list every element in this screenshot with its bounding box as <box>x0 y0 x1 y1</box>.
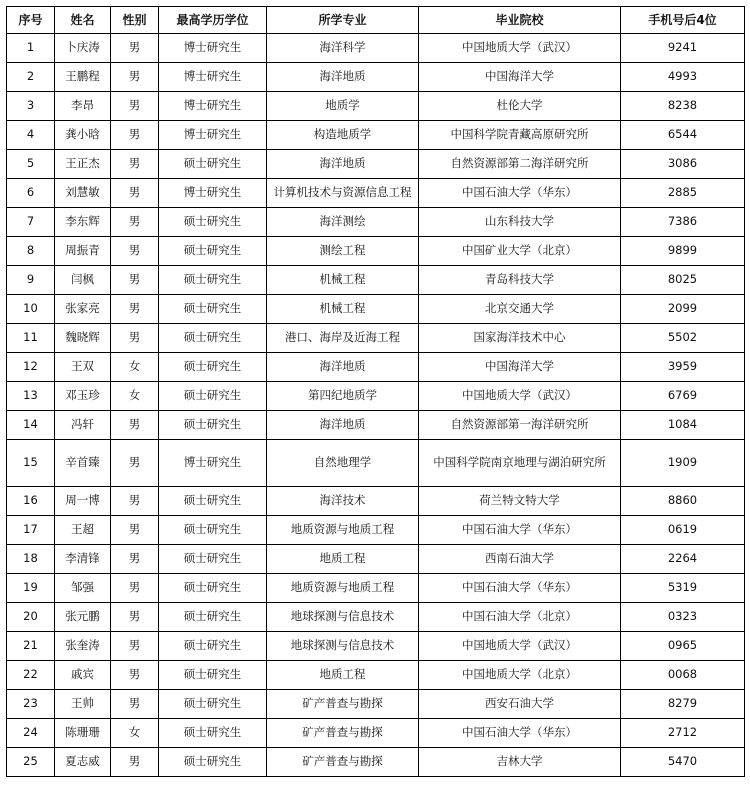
cell-degree: 硕士研究生 <box>159 603 267 632</box>
cell-no: 12 <box>7 353 55 382</box>
cell-school: 中国海洋大学 <box>419 353 621 382</box>
table-row <box>7 516 745 545</box>
cell-name: 夏志威 <box>55 748 111 777</box>
table-row <box>7 440 745 487</box>
cell-gender: 男 <box>111 121 159 150</box>
table-row <box>7 382 745 411</box>
cell-phone: 2264 <box>621 545 745 574</box>
cell-gender: 男 <box>111 295 159 324</box>
cell-school: 吉林大学 <box>419 748 621 777</box>
cell-phone: 9899 <box>621 237 745 266</box>
cell-major: 海洋测绘 <box>267 208 419 237</box>
cell-phone: 2712 <box>621 719 745 748</box>
cell-no: 16 <box>7 487 55 516</box>
cell-degree: 硕士研究生 <box>159 353 267 382</box>
cell-phone: 3959 <box>621 353 745 382</box>
cell-school: 青岛科技大学 <box>419 266 621 295</box>
cell-name: 张元鹏 <box>55 603 111 632</box>
cell-school: 中国科学院青藏高原研究所 <box>419 121 621 150</box>
cell-name: 李昂 <box>55 92 111 121</box>
cell-gender: 男 <box>111 34 159 63</box>
cell-gender: 男 <box>111 545 159 574</box>
cell-no: 6 <box>7 179 55 208</box>
cell-major: 海洋技术 <box>267 487 419 516</box>
table-row <box>7 34 745 63</box>
cell-degree: 硕士研究生 <box>159 748 267 777</box>
cell-phone: 8279 <box>621 690 745 719</box>
cell-phone: 6544 <box>621 121 745 150</box>
cell-phone: 0323 <box>621 603 745 632</box>
cell-degree: 硕士研究生 <box>159 208 267 237</box>
cell-name: 邹强 <box>55 574 111 603</box>
cell-major: 测绘工程 <box>267 237 419 266</box>
table-row <box>7 353 745 382</box>
cell-gender: 男 <box>111 632 159 661</box>
cell-major: 机械工程 <box>267 266 419 295</box>
cell-school: 中国矿业大学（北京） <box>419 237 621 266</box>
table-row <box>7 179 745 208</box>
cell-name: 卜庆涛 <box>55 34 111 63</box>
cell-no: 25 <box>7 748 55 777</box>
cell-gender: 男 <box>111 411 159 440</box>
cell-school: 西南石油大学 <box>419 545 621 574</box>
cell-name: 李东辉 <box>55 208 111 237</box>
cell-no: 7 <box>7 208 55 237</box>
cell-school: 中国海洋大学 <box>419 63 621 92</box>
cell-school: 中国科学院南京地理与湖泊研究所 <box>419 440 621 487</box>
cell-phone: 9241 <box>621 34 745 63</box>
cell-school: 中国石油大学（华东） <box>419 719 621 748</box>
cell-name: 邓玉珍 <box>55 382 111 411</box>
cell-degree: 硕士研究生 <box>159 661 267 690</box>
cell-phone: 8025 <box>621 266 745 295</box>
cell-major: 机械工程 <box>267 295 419 324</box>
cell-no: 5 <box>7 150 55 179</box>
cell-no: 23 <box>7 690 55 719</box>
cell-phone: 2099 <box>621 295 745 324</box>
cell-name: 闫枫 <box>55 266 111 295</box>
cell-degree: 博士研究生 <box>159 121 267 150</box>
table-row <box>7 661 745 690</box>
cell-no: 22 <box>7 661 55 690</box>
header-no: 序号 <box>7 7 55 34</box>
cell-school: 自然资源部第二海洋研究所 <box>419 150 621 179</box>
cell-gender: 男 <box>111 208 159 237</box>
cell-major: 矿产普查与勘探 <box>267 748 419 777</box>
table-row <box>7 632 745 661</box>
cell-name: 龚小晗 <box>55 121 111 150</box>
cell-school: 中国地质大学（北京） <box>419 661 621 690</box>
table-row <box>7 603 745 632</box>
cell-degree: 硕士研究生 <box>159 237 267 266</box>
table-body <box>7 34 745 777</box>
cell-school: 杜伦大学 <box>419 92 621 121</box>
cell-no: 21 <box>7 632 55 661</box>
cell-degree: 博士研究生 <box>159 179 267 208</box>
cell-no: 1 <box>7 34 55 63</box>
header-row <box>7 7 745 34</box>
cell-name: 张家亮 <box>55 295 111 324</box>
cell-degree: 博士研究生 <box>159 34 267 63</box>
cell-gender: 男 <box>111 748 159 777</box>
cell-name: 冯轩 <box>55 411 111 440</box>
cell-phone: 0068 <box>621 661 745 690</box>
cell-degree: 硕士研究生 <box>159 690 267 719</box>
cell-degree: 硕士研究生 <box>159 487 267 516</box>
cell-major: 自然地理学 <box>267 440 419 487</box>
cell-phone: 8860 <box>621 487 745 516</box>
cell-major: 地球探测与信息技术 <box>267 603 419 632</box>
cell-school: 自然资源部第一海洋研究所 <box>419 411 621 440</box>
cell-degree: 硕士研究生 <box>159 516 267 545</box>
cell-degree: 硕士研究生 <box>159 266 267 295</box>
cell-phone: 1084 <box>621 411 745 440</box>
cell-no: 2 <box>7 63 55 92</box>
cell-name: 王帅 <box>55 690 111 719</box>
cell-school: 中国石油大学（华东） <box>419 516 621 545</box>
cell-degree: 硕士研究生 <box>159 150 267 179</box>
cell-gender: 男 <box>111 574 159 603</box>
cell-major: 海洋地质 <box>267 411 419 440</box>
table-row <box>7 487 745 516</box>
cell-phone: 1909 <box>621 440 745 487</box>
cell-phone: 4993 <box>621 63 745 92</box>
cell-gender: 女 <box>111 353 159 382</box>
cell-major: 地质学 <box>267 92 419 121</box>
cell-no: 13 <box>7 382 55 411</box>
cell-school: 中国石油大学（北京） <box>419 603 621 632</box>
cell-school: 国家海洋技术中心 <box>419 324 621 353</box>
cell-phone: 7386 <box>621 208 745 237</box>
cell-gender: 男 <box>111 179 159 208</box>
table-row <box>7 121 745 150</box>
cell-name: 周一博 <box>55 487 111 516</box>
table-row <box>7 545 745 574</box>
table-row <box>7 266 745 295</box>
cell-no: 3 <box>7 92 55 121</box>
cell-gender: 男 <box>111 487 159 516</box>
cell-gender: 男 <box>111 440 159 487</box>
cell-major: 海洋地质 <box>267 63 419 92</box>
cell-phone: 0965 <box>621 632 745 661</box>
cell-no: 11 <box>7 324 55 353</box>
cell-name: 魏晓辉 <box>55 324 111 353</box>
table-row <box>7 92 745 121</box>
cell-gender: 男 <box>111 690 159 719</box>
cell-name: 陈珊珊 <box>55 719 111 748</box>
cell-school: 西安石油大学 <box>419 690 621 719</box>
cell-name: 周振青 <box>55 237 111 266</box>
cell-no: 15 <box>7 440 55 487</box>
cell-gender: 男 <box>111 237 159 266</box>
cell-phone: 8238 <box>621 92 745 121</box>
cell-name: 张奎涛 <box>55 632 111 661</box>
cell-major: 第四纪地质学 <box>267 382 419 411</box>
cell-phone: 5502 <box>621 324 745 353</box>
table-row <box>7 63 745 92</box>
cell-major: 港口、海岸及近海工程 <box>267 324 419 353</box>
cell-degree: 硕士研究生 <box>159 632 267 661</box>
cell-major: 构造地质学 <box>267 121 419 150</box>
cell-school: 中国石油大学（华东） <box>419 574 621 603</box>
cell-phone: 0619 <box>621 516 745 545</box>
cell-major: 矿产普查与勘探 <box>267 719 419 748</box>
cell-degree: 博士研究生 <box>159 440 267 487</box>
cell-phone: 5319 <box>621 574 745 603</box>
cell-phone: 2885 <box>621 179 745 208</box>
cell-school: 山东科技大学 <box>419 208 621 237</box>
cell-name: 辛首臻 <box>55 440 111 487</box>
cell-degree: 博士研究生 <box>159 63 267 92</box>
table-row <box>7 208 745 237</box>
cell-gender: 男 <box>111 92 159 121</box>
cell-name: 王鹏程 <box>55 63 111 92</box>
table-row <box>7 574 745 603</box>
cell-no: 19 <box>7 574 55 603</box>
cell-no: 14 <box>7 411 55 440</box>
cell-no: 20 <box>7 603 55 632</box>
cell-gender: 男 <box>111 63 159 92</box>
cell-name: 刘慧敏 <box>55 179 111 208</box>
cell-degree: 硕士研究生 <box>159 411 267 440</box>
table-row <box>7 237 745 266</box>
cell-no: 8 <box>7 237 55 266</box>
header-phone: 手机号后4位 <box>621 7 745 34</box>
cell-phone: 6769 <box>621 382 745 411</box>
table-row <box>7 324 745 353</box>
cell-school: 北京交通大学 <box>419 295 621 324</box>
cell-gender: 男 <box>111 324 159 353</box>
header-school: 毕业院校 <box>419 7 621 34</box>
table-row <box>7 690 745 719</box>
cell-major: 地质工程 <box>267 661 419 690</box>
cell-no: 24 <box>7 719 55 748</box>
header-name: 姓名 <box>55 7 111 34</box>
cell-no: 4 <box>7 121 55 150</box>
cell-no: 9 <box>7 266 55 295</box>
cell-gender: 女 <box>111 382 159 411</box>
table-row <box>7 150 745 179</box>
cell-school: 中国石油大学（华东） <box>419 179 621 208</box>
cell-phone: 5470 <box>621 748 745 777</box>
cell-major: 海洋科学 <box>267 34 419 63</box>
cell-school: 荷兰特文特大学 <box>419 487 621 516</box>
table-row <box>7 411 745 440</box>
cell-major: 海洋地质 <box>267 353 419 382</box>
cell-major: 地质工程 <box>267 545 419 574</box>
cell-degree: 博士研究生 <box>159 92 267 121</box>
cell-gender: 男 <box>111 150 159 179</box>
cell-degree: 硕士研究生 <box>159 324 267 353</box>
cell-school: 中国地质大学（武汉） <box>419 382 621 411</box>
cell-school: 中国地质大学（武汉） <box>419 34 621 63</box>
cell-no: 17 <box>7 516 55 545</box>
cell-degree: 硕士研究生 <box>159 295 267 324</box>
cell-degree: 硕士研究生 <box>159 574 267 603</box>
cell-phone: 3086 <box>621 150 745 179</box>
cell-degree: 硕士研究生 <box>159 545 267 574</box>
table-row <box>7 748 745 777</box>
cell-major: 海洋地质 <box>267 150 419 179</box>
cell-no: 10 <box>7 295 55 324</box>
header-major: 所学专业 <box>267 7 419 34</box>
table-row <box>7 719 745 748</box>
cell-degree: 硕士研究生 <box>159 719 267 748</box>
candidate-table <box>6 6 745 777</box>
cell-major: 矿产普查与勘探 <box>267 690 419 719</box>
cell-name: 李清锋 <box>55 545 111 574</box>
cell-major: 地球探测与信息技术 <box>267 632 419 661</box>
cell-name: 王正杰 <box>55 150 111 179</box>
cell-name: 戚宾 <box>55 661 111 690</box>
table-row <box>7 295 745 324</box>
cell-gender: 女 <box>111 719 159 748</box>
cell-school: 中国地质大学（武汉） <box>419 632 621 661</box>
cell-major: 地质资源与地质工程 <box>267 574 419 603</box>
cell-name: 王双 <box>55 353 111 382</box>
cell-major: 地质资源与地质工程 <box>267 516 419 545</box>
cell-gender: 男 <box>111 661 159 690</box>
cell-no: 18 <box>7 545 55 574</box>
cell-gender: 男 <box>111 516 159 545</box>
header-degree: 最高学历学位 <box>159 7 267 34</box>
cell-degree: 硕士研究生 <box>159 382 267 411</box>
header-gender: 性别 <box>111 7 159 34</box>
cell-major: 计算机技术与资源信息工程 <box>267 179 419 208</box>
cell-name: 王超 <box>55 516 111 545</box>
cell-gender: 男 <box>111 603 159 632</box>
cell-gender: 男 <box>111 266 159 295</box>
